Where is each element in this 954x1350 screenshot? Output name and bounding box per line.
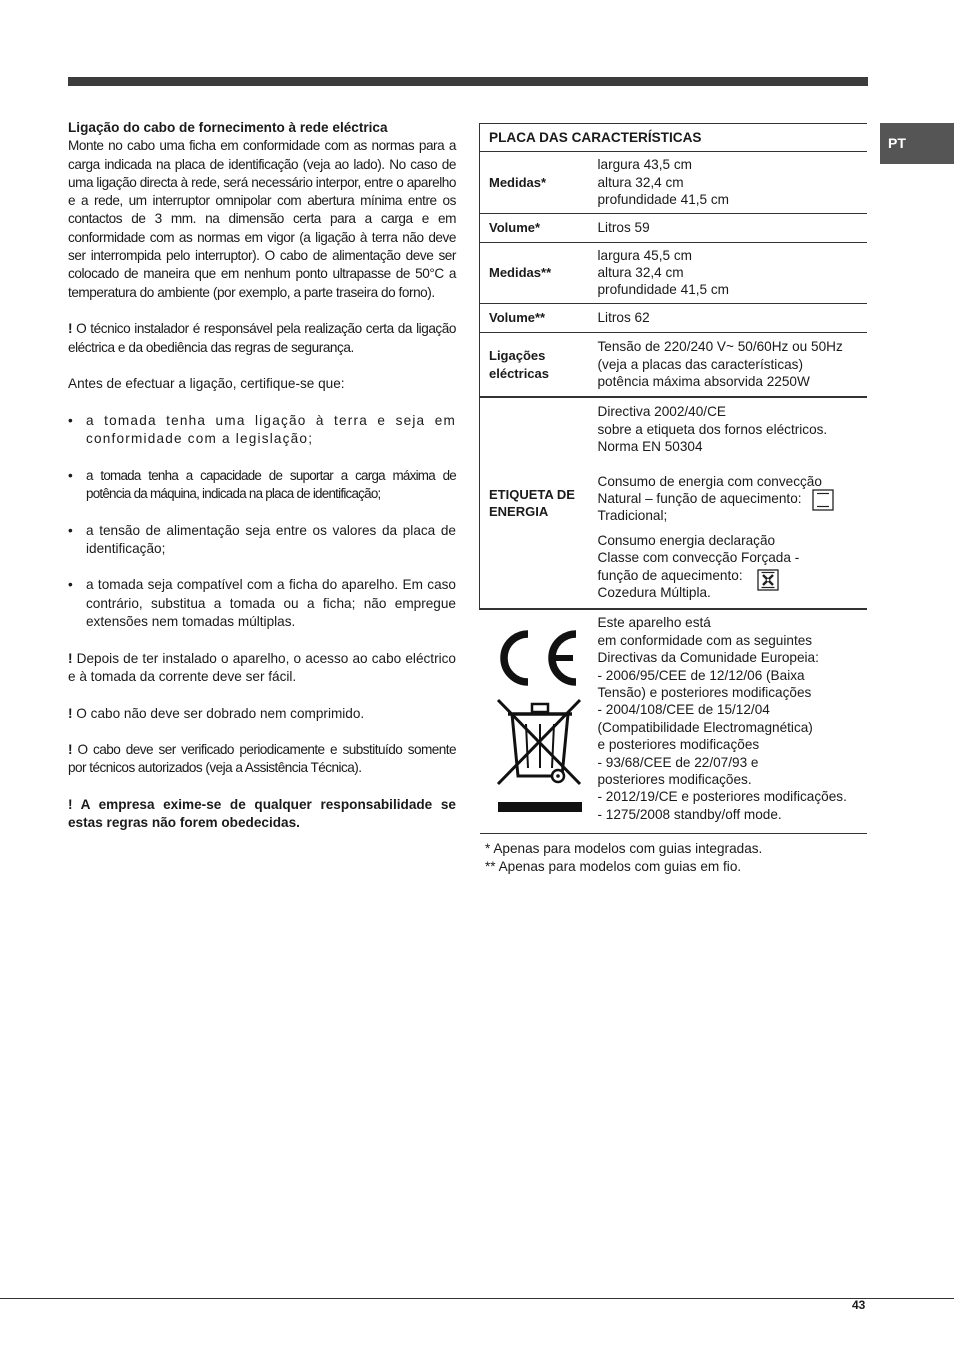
footnote: ** Apenas para modelos com guias em fio. xyxy=(485,858,742,874)
fan-oven-icon xyxy=(757,569,779,591)
warning-mark: ! xyxy=(68,321,73,337)
footnote: * Apenas para modelos com guias integradas. xyxy=(485,840,763,856)
paragraph-installer: ! O técnico instalador é responsável pela realização certa da ligação eléctrica e da obediência das regras de segurança. xyxy=(68,321,456,355)
table-row: Medidas** largura 45,5 cm altura 32,4 cm profundidade 41,5 cm xyxy=(480,242,868,303)
energy-label-row: ETIQUETA DE ENERGIA Directiva 2002/40/CE sobre a etiqueta dos fornos eléctricos. Norma EN 50304 Consumo de energia com convecção Natural – função de aquecimento: Tradicional; Consumo energia declaração Classe com convecção Forçada - função de aquecimento: Cozedura Múltipla. xyxy=(480,397,868,609)
warning-mark: ! xyxy=(68,650,73,666)
paragraph-cable-check: ! O cabo deve ser verificado periodicamente e substituído somente por técnicos autorizados (veja a Assistência Técnica). xyxy=(68,742,456,776)
table-row: Volume* Litros 59 xyxy=(480,213,868,242)
crossed-bin-icon xyxy=(490,692,590,812)
warning-mark: ! xyxy=(68,705,73,721)
table-row: Volume** Litros 62 xyxy=(480,303,868,332)
list-item: • a tensão de alimentação seja entre os valores da placa de identificação; xyxy=(68,522,456,556)
footnotes xyxy=(479,840,868,876)
specifications-table xyxy=(479,123,867,834)
conformity-text: Este aparelho está em conformidade com as seguintes Directivas da Comunidade Europeia: - 2006/95/CEE de 12/12/06 (Baixa Tensão) e posteriores modificações - 2004/108/CEE de 15/12/04 (Compatibilidade Electromagnética) e posteriores modificações - 93/68/CEE de 22/07/93 e posteriores modificações. - 2012/19/CE e posteriores modificações. - 1275/2008 standby/off mode. xyxy=(590,609,868,833)
electrical-connection-section xyxy=(68,119,456,833)
paragraph-cable-bend: ! O cabo não deve ser dobrado nem comprimido. xyxy=(68,705,365,721)
list-item: • a tomada tenha uma ligação à terra e seja em conformidade com a legislação; xyxy=(68,412,456,447)
table-header: PLACA DAS CARACTERÍSTICAS xyxy=(480,124,868,152)
ce-mark-icon xyxy=(488,618,588,698)
list-item: • a tomada tenha a capacidade de suportar a carga máxima de potência da máquina, indicada na placa de identificação; xyxy=(68,467,456,501)
paragraph-access: ! Depois de ter instalado o aparelho, o acesso ao cabo eléctrico e à tomada da corrente deve ser fácil. xyxy=(68,650,456,684)
paragraph-liability: ! A empresa exime-se de qualquer responsabilidade se estas regras não forem obedecidas. xyxy=(68,796,456,831)
list-item: • a tomada seja compatível com a ficha do aparelho. Em caso contrário, substitua a tomada ou a ficha; não empregue extensões nem tomadas múltiplas. xyxy=(68,577,456,630)
paragraph-connection: Monte no cabo uma ficha em conformidade com as normas para a carga indicada na placa de identificação (veja ao lado). No caso de uma ligação directa à rede, será necessário interpor, entre o aparelho e a rede, um interruptor omnipolar com abertura mínima entre os contactos de 3 mm. na dimensão certa para a carga e em conformidade com as normas em vigor (a ligação à terra não deve ser interrompida pelo interruptor). O cabo de alimentação deve ser colocado de maneira que em nenhum ponto ultrapasse de 50°C a temperatura do ambiente (por exemplo, a parte traseira do forno). xyxy=(68,138,456,300)
table-row: Ligações eléctricas Tensão de 220/240 V~ 50/60Hz ou 50Hz (veja a placas das características) potência máxima absorvida 2250W xyxy=(480,332,868,397)
footer-rule xyxy=(0,1298,954,1299)
warning-mark: ! xyxy=(68,796,73,812)
static-oven-icon xyxy=(812,489,834,511)
paragraph-checklist-intro: Antes de efectuar a ligação, certifique-se que: xyxy=(68,376,345,392)
warning-mark: ! xyxy=(68,742,72,758)
specifications-panel xyxy=(479,123,868,876)
section-heading: Ligação do cabo de fornecimento à rede eléctrica xyxy=(68,120,388,135)
conformity-row xyxy=(480,609,868,833)
header-bar xyxy=(68,77,868,86)
page-number: 43 xyxy=(852,1298,866,1312)
language-tab: PT xyxy=(880,123,954,164)
table-row: Medidas* largura 43,5 cm altura 32,4 cm profundidade 41,5 cm xyxy=(480,152,868,213)
